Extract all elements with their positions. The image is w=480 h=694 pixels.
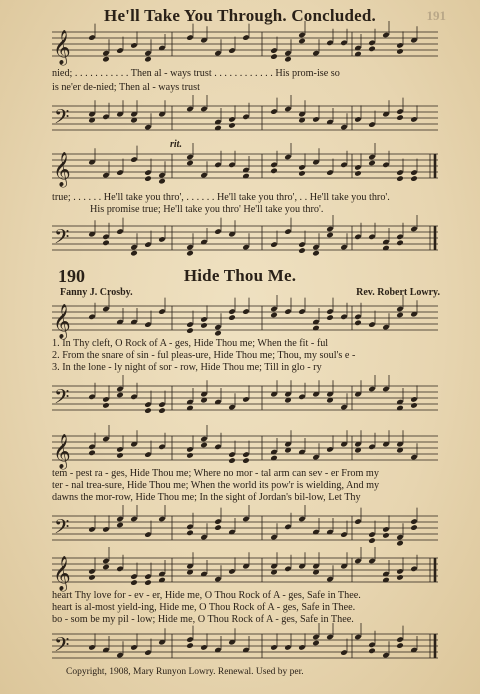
note-head [228, 457, 236, 464]
composer-credit: Rev. Robert Lowry. [356, 287, 440, 298]
treble-staff [52, 430, 438, 468]
note-head [270, 168, 278, 175]
bass-clef-icon: 𝄢 [54, 517, 70, 543]
treble-clef-icon: 𝄞 [53, 557, 71, 590]
continuation-title: He'll Take You Through. Concluded. [104, 6, 376, 25]
bass-staff [52, 628, 438, 664]
treble-clef-icon: 𝄞 [53, 153, 71, 186]
note-head [396, 574, 404, 581]
note-head [396, 642, 404, 649]
ritardando-mark: rit. [170, 139, 182, 150]
note-head [298, 38, 306, 45]
treble-clef-icon: 𝄞 [53, 435, 71, 468]
note-head [186, 160, 194, 167]
hymn-system-3 [52, 552, 438, 664]
note-head [102, 564, 110, 571]
note-head [186, 530, 194, 537]
note-head [186, 327, 194, 334]
lyric-verse-2: heart is al-most yield-ing, Hide me, O Thou Rock of A - ges, Safe in Thee. [52, 602, 356, 613]
note-head [116, 392, 124, 399]
lyric-verse-2: ter - nal trea-sure, Hide Thou me; When the world its pow'r is wielding, And my [52, 480, 380, 491]
bass-clef-icon: 𝄢 [54, 227, 70, 253]
note-head [354, 170, 362, 177]
hymn-system-1 [52, 300, 438, 432]
note-head [102, 240, 110, 247]
lyric-verse-3: bo - som be my pil - low; Hide me, O Thou Rock of A - ges, Safe in Thee. [52, 614, 354, 625]
bass-clef-icon: 𝄢 [54, 107, 70, 133]
bass-staff [52, 100, 438, 136]
music-system-b [52, 139, 438, 254]
lyric-verse-2: 2. From the snare of sin - ful pleas-ure, Hide Thou me; Thou, my soul's e - [52, 350, 356, 361]
lyric-verse-3: dawns the mor-row, Hide Thou me; In the sight of Jordan's bil-low, Let Thy [52, 492, 361, 503]
note-head [284, 56, 292, 63]
lyric-verse-1: 1. In Thy cleft, O Rock of A - ges, Hide Thou me; When the fit - ful [52, 338, 329, 349]
hymn-number: 190 [58, 266, 85, 286]
note-head [102, 402, 110, 409]
note-head [326, 232, 334, 239]
note-head [382, 532, 390, 539]
note-head [144, 175, 152, 182]
note-head [312, 250, 320, 257]
treble-staff [52, 552, 438, 590]
note-head [312, 640, 320, 647]
note-head [158, 407, 166, 414]
note-head [200, 442, 208, 449]
note-head [410, 524, 418, 531]
note-head [242, 457, 250, 464]
lyric-line: true; . . . . . . He'll take you thro', . . . . . . He'll take you thro', . . He'll take you thro'. [52, 192, 390, 203]
note-head [214, 330, 222, 337]
note-head [186, 642, 194, 649]
note-head [102, 56, 110, 63]
copyright-notice: Copyright, 1908, Mary Runyon Lowry. Renewal. Used by per. [66, 667, 304, 677]
lyric-line: is ne'er de-nied; Then al - ways trust [52, 82, 200, 93]
note-head [396, 114, 404, 121]
note-head [214, 524, 222, 531]
bass-staff [52, 510, 438, 546]
treble-staff [52, 26, 438, 64]
note-head [144, 579, 152, 586]
hymn-system-2 [52, 430, 438, 548]
note-head [396, 48, 404, 55]
bass-staff [52, 380, 438, 416]
treble-staff [52, 300, 438, 338]
note-head [228, 314, 236, 321]
note-head [368, 46, 376, 53]
note-head [144, 56, 152, 63]
lyric-line: His promise true; He'll take you thro' He'll take you thro'. [90, 204, 324, 215]
note-head [116, 522, 124, 529]
treble-clef-icon: 𝄞 [53, 305, 71, 338]
note-head [410, 175, 418, 182]
note-head [228, 122, 236, 129]
note-head [158, 178, 166, 185]
note-head [144, 407, 152, 414]
lyric-line: nied; . . . . . . . . . . . Then al - ways trust . . . . . . . . . . . . His prom-ise so [52, 68, 340, 79]
lyric-verse-1: tem - pest ra - ges, Hide Thou me; Where no mor - tal arm can sev - er From my [52, 468, 379, 479]
note-head [130, 579, 138, 586]
note-head [186, 250, 194, 257]
lyric-verse-1: heart Thy love for - ev - er, Hide me, O Thou Rock of A - ges, Safe in Thee. [52, 590, 361, 601]
bass-clef-icon: 𝄢 [54, 387, 70, 413]
page-number: 191 [426, 8, 446, 23]
note-head [326, 314, 334, 321]
note-head [396, 240, 404, 247]
note-head [88, 574, 96, 581]
note-head [298, 170, 306, 177]
bass-staff [52, 220, 438, 256]
note-head [354, 320, 362, 327]
note-head [88, 450, 96, 457]
note-head [396, 312, 404, 319]
note-head [368, 160, 376, 167]
note-head [270, 53, 278, 60]
note-head [368, 648, 376, 655]
note-head [298, 247, 306, 254]
note-head [396, 175, 404, 182]
note-head [270, 312, 278, 319]
note-head [186, 452, 194, 459]
hymn-title: Hide Thou Me. [183, 266, 297, 285]
note-head [396, 540, 404, 547]
note-head [130, 250, 138, 257]
note-head [200, 322, 208, 329]
note-head [410, 402, 418, 409]
note-head [116, 452, 124, 459]
note-head [368, 537, 376, 544]
bass-clef-icon: 𝄢 [54, 635, 70, 661]
lyricist-credit: Fanny J. Crosby. [60, 287, 133, 298]
music-system-a [52, 26, 438, 138]
treble-staff [52, 148, 438, 186]
lyric-verse-3: 3. In the lone - ly night of sor - row, Hide Thou me; Till in glo - ry [52, 362, 322, 373]
treble-clef-icon: 𝄞 [53, 31, 71, 64]
